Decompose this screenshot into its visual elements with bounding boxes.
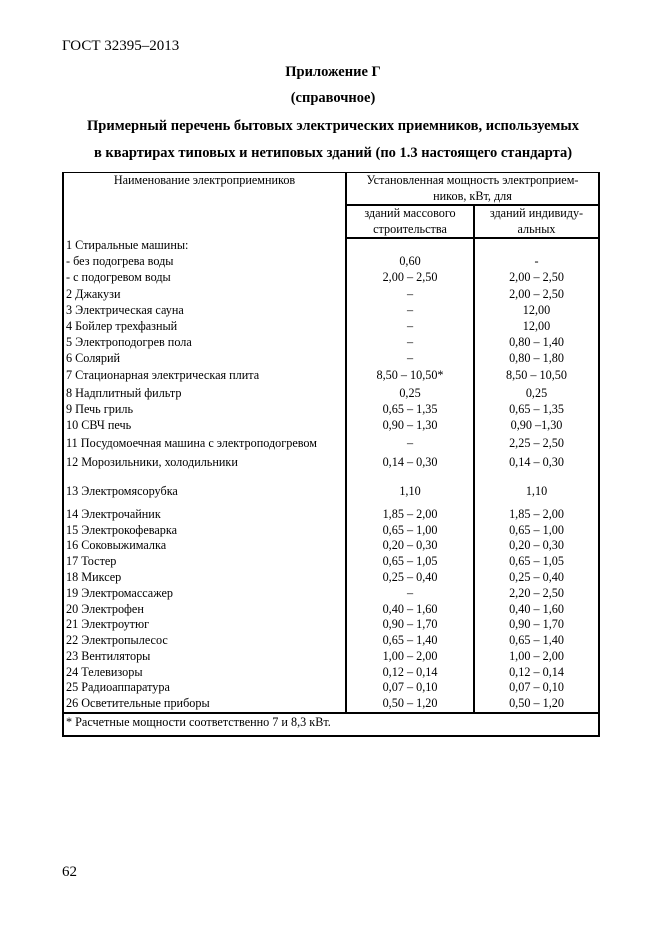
mass-construction-power-cell: – [346, 303, 474, 319]
table-row [63, 523, 599, 539]
table-row [63, 586, 599, 602]
table-row [63, 418, 599, 436]
appliance-name-cell: 2 Джакузи [63, 287, 346, 303]
table-row [63, 570, 599, 586]
mass-construction-power-cell: – [346, 319, 474, 335]
column-header-name-label: Наименование электроприемников [113, 173, 296, 187]
document-code: ГОСТ 32395–2013 [62, 38, 180, 54]
appendix-status: (справочное) [290, 90, 376, 106]
table-row [63, 455, 599, 484]
mass-construction-power-cell: 0,90 – 1,30 [346, 418, 474, 436]
individual-building-power-cell: 2,20 – 2,50 [474, 586, 599, 602]
individual-building-power-cell: 0,07 – 0,10 [474, 680, 599, 696]
appliance-name-cell: 12 Морозильники, холодильники [63, 455, 346, 484]
mass-construction-power-cell: 0,50 – 1,20 [346, 696, 474, 713]
table-row [63, 538, 599, 554]
appliance-name-cell: 22 Электропылесос [63, 633, 346, 649]
page-number: 62 [62, 864, 77, 880]
mass-construction-power-cell: 0,20 – 0,30 [346, 538, 474, 554]
table-row [63, 649, 599, 665]
mass-construction-power-cell: 2,00 – 2,50 [346, 270, 474, 287]
appliance-name-cell: 26 Осветительные приборы [63, 696, 346, 713]
appliance-name-cell: 17 Тостер [63, 554, 346, 570]
mass-construction-power-cell: – [346, 287, 474, 303]
appliance-name-cell: 18 Миксер [63, 570, 346, 586]
mass-construction-power-cell: 1,00 – 2,00 [346, 649, 474, 665]
individual-building-power-cell: 1,85 – 2,00 [474, 507, 599, 523]
individual-building-power-cell: 0,25 [474, 386, 599, 402]
mass-construction-power-cell: 0,65 – 1,00 [346, 523, 474, 539]
mass-construction-power-cell: – [346, 351, 474, 368]
individual-building-power-cell [474, 238, 599, 254]
table-row [63, 696, 599, 713]
table-row [63, 633, 599, 649]
mass-construction-power-cell: 1,10 [346, 484, 474, 507]
appliance-name-cell: 24 Телевизоры [63, 665, 346, 681]
table-row [63, 554, 599, 570]
mass-construction-power-cell: 0,65 – 1,35 [346, 402, 474, 418]
individual-building-power-cell: 0,40 – 1,60 [474, 602, 599, 618]
individual-building-power-cell: 2,25 – 2,50 [474, 436, 599, 455]
table-row [63, 254, 599, 270]
mass-header-line-2: строительства [373, 221, 447, 236]
individual-building-power-cell: 0,12 – 0,14 [474, 665, 599, 681]
individual-header-line-2: альных [517, 221, 556, 236]
mass-construction-power-cell: – [346, 335, 474, 351]
table-title-line-1: Примерный перечень бытовых электрических приемников, используемых [87, 118, 579, 134]
mass-construction-power-cell: 0,65 – 1,05 [346, 554, 474, 570]
mass-header-line-1: зданий массового [364, 206, 456, 220]
individual-building-power-cell: - [474, 254, 599, 270]
individual-building-power-cell: 0,50 – 1,20 [474, 696, 599, 713]
appliance-power-table [62, 172, 600, 737]
footnote-row [63, 713, 599, 736]
individual-building-power-cell: 0,65 – 1,40 [474, 633, 599, 649]
table-row [63, 617, 599, 633]
table-row [63, 287, 599, 303]
appliance-name-cell: 20 Электрофен [63, 602, 346, 618]
column-header-name [63, 173, 346, 239]
header-row-1 [63, 173, 599, 206]
appliance-name-cell: - без подогрева воды [63, 254, 346, 270]
mass-construction-power-cell: 0,65 – 1,40 [346, 633, 474, 649]
appliance-name-cell: - с подогревом воды [63, 270, 346, 287]
table-row [63, 680, 599, 696]
individual-building-power-cell: 2,00 – 2,50 [474, 270, 599, 287]
individual-building-power-cell: 0,20 – 0,30 [474, 538, 599, 554]
appliance-name-cell: 6 Солярий [63, 351, 346, 368]
mass-construction-power-cell: 0,40 – 1,60 [346, 602, 474, 618]
mass-construction-power-cell: 0,07 – 0,10 [346, 680, 474, 696]
footnote: * Расчетные мощности соответственно 7 и 8,3 кВт. [63, 713, 599, 736]
table-row [63, 303, 599, 319]
appendix-title: Приложение Г [285, 64, 381, 80]
mass-construction-power-cell: – [346, 586, 474, 602]
table-row [63, 402, 599, 418]
mass-construction-power-cell: – [346, 436, 474, 455]
power-header-line-1: Установленная мощность электроприем- [366, 173, 579, 187]
table-row [63, 238, 599, 254]
appliance-name-cell: 10 СВЧ печь [63, 418, 346, 436]
individual-building-power-cell: 0,14 – 0,30 [474, 455, 599, 484]
individual-building-power-cell: 12,00 [474, 319, 599, 335]
appliance-name-cell: 11 Посудомоечная машина с электроподогревом [63, 436, 346, 455]
table-row [63, 351, 599, 368]
individual-building-power-cell: 0,65 – 1,05 [474, 554, 599, 570]
appliance-name-cell: 13 Электромясорубка [63, 484, 346, 507]
appliance-name-cell: 1 Стиральные машины: [63, 238, 346, 254]
individual-building-power-cell: 1,00 – 2,00 [474, 649, 599, 665]
appliance-name-cell: 16 Соковыжималка [63, 538, 346, 554]
mass-construction-power-cell: 1,85 – 2,00 [346, 507, 474, 523]
individual-building-power-cell: 0,80 – 1,80 [474, 351, 599, 368]
appliance-name-cell: 4 Бойлер трехфазный [63, 319, 346, 335]
table-row [63, 270, 599, 287]
appliance-name-cell: 23 Вентиляторы [63, 649, 346, 665]
mass-construction-power-cell: 0,60 [346, 254, 474, 270]
table-row [63, 368, 599, 386]
appliance-name-cell: 25 Радиоаппаратура [63, 680, 346, 696]
mass-construction-power-cell: 8,50 – 10,50* [346, 368, 474, 386]
individual-building-power-cell: 0,90 – 1,70 [474, 617, 599, 633]
table-row [63, 335, 599, 351]
power-header-line-2: ников, кВт, для [433, 188, 512, 203]
individual-building-power-cell: 0,65 – 1,00 [474, 523, 599, 539]
table-row [63, 484, 599, 507]
column-header-power [346, 173, 599, 206]
table-row [63, 386, 599, 402]
table-row [63, 436, 599, 455]
column-header-individual [474, 205, 599, 238]
column-header-mass [346, 205, 474, 238]
mass-construction-power-cell: 0,12 – 0,14 [346, 665, 474, 681]
individual-building-power-cell: 12,00 [474, 303, 599, 319]
table-row [63, 665, 599, 681]
mass-construction-power-cell: 0,90 – 1,70 [346, 617, 474, 633]
appliance-name-cell: 15 Электрокофеварка [63, 523, 346, 539]
appliance-name-cell: 9 Печь гриль [63, 402, 346, 418]
mass-construction-power-cell [346, 238, 474, 254]
individual-header-line-1: зданий индивиду- [489, 206, 584, 220]
individual-building-power-cell: 0,65 – 1,35 [474, 402, 599, 418]
appliance-name-cell: 3 Электрическая сауна [63, 303, 346, 319]
individual-building-power-cell: 0,90 –1,30 [474, 418, 599, 436]
appliance-name-cell: 21 Электроутюг [63, 617, 346, 633]
mass-construction-power-cell: 0,25 [346, 386, 474, 402]
individual-building-power-cell: 0,80 – 1,40 [474, 335, 599, 351]
appliance-name-cell: 8 Надплитный фильтр [63, 386, 346, 402]
individual-building-power-cell: 1,10 [474, 484, 599, 507]
table-row [63, 507, 599, 523]
table-title-line-2: в квартирах типовых и нетиповых зданий (по 1.3 настоящего стандарта) [93, 145, 573, 161]
table-row [63, 319, 599, 335]
mass-construction-power-cell: 0,14 – 0,30 [346, 455, 474, 484]
mass-construction-power-cell: 0,25 – 0,40 [346, 570, 474, 586]
appliance-name-cell: 14 Электрочайник [63, 507, 346, 523]
individual-building-power-cell: 0,25 – 0,40 [474, 570, 599, 586]
table-row [63, 602, 599, 618]
appliance-name-cell: 7 Стационарная электрическая плита [63, 368, 346, 386]
appliance-name-cell: 19 Электромассажер [63, 586, 346, 602]
appliance-name-cell: 5 Электроподогрев пола [63, 335, 346, 351]
individual-building-power-cell: 8,50 – 10,50 [474, 368, 599, 386]
individual-building-power-cell: 2,00 – 2,50 [474, 287, 599, 303]
